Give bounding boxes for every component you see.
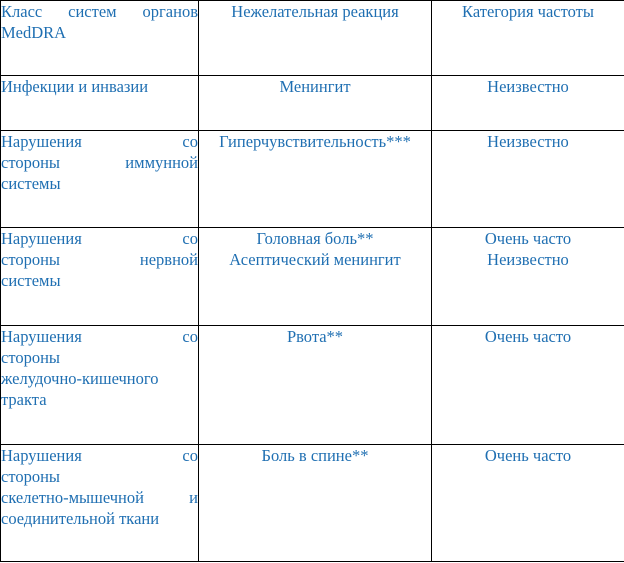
soc-line: стороны нервной [1,250,198,269]
soc-line: Нарушения со [1,327,198,346]
reaction-text: Боль в спине** [261,446,369,465]
reaction-text: Головная боль** [256,229,374,248]
reaction-cell [199,445,432,562]
frequency-text: Неизвестно [487,250,569,269]
frequency-cell [432,445,624,562]
reaction-text: Гиперчувствительность*** [219,132,411,151]
frequency-cell [432,76,624,131]
soc-line: стороны [1,467,60,486]
frequency-cell [432,228,624,326]
reaction-text: Менингит [279,77,351,96]
soc-line: стороны иммунной [1,153,198,172]
table-row [1,131,624,228]
header-reaction-label: Нежелательная реакция [231,2,399,21]
table-row [1,326,624,445]
reaction-cell [199,76,432,131]
soc-line: Нарушения со [1,229,198,248]
soc-line: системы [1,271,61,290]
header-soc-cell [1,1,199,76]
header-reaction-cell [199,1,432,76]
frequency-text: Очень часто [484,327,572,346]
table-row [1,228,624,326]
soc-line: Нарушения со [1,132,198,151]
soc-line: соединительной ткани [1,509,160,528]
table-header-row [1,1,624,76]
soc-cell [1,445,199,562]
soc-line: системы [1,174,61,193]
header-frequency-label: Категория частоты [462,2,594,21]
reaction-cell [199,131,432,228]
soc-line: стороны [1,348,60,367]
soc-cell [1,326,199,445]
reaction-cell [199,228,432,326]
header-soc-line: MedDRA [1,23,67,42]
frequency-text: Неизвестно [487,77,569,96]
reaction-cell [199,326,432,445]
table-row [1,445,624,562]
table-row [1,76,624,131]
header-frequency-cell [432,1,624,76]
soc-cell [1,228,199,326]
reaction-text: Асептический менингит [229,250,401,269]
soc-line: Нарушения со [1,446,198,465]
soc-line: скелетно-мышечной и [1,488,198,507]
frequency-text: Очень часто [484,229,572,248]
frequency-text: Очень часто [484,446,572,465]
soc-line: желудочно-кишечного [1,369,159,388]
frequency-text: Неизвестно [487,132,569,151]
soc-cell [1,76,199,131]
frequency-cell [432,131,624,228]
soc-cell [1,131,199,228]
frequency-cell [432,326,624,445]
soc-line: Инфекции и инвазии [1,77,149,96]
header-soc-line: Класс систем органов [1,2,198,21]
soc-line: тракта [1,390,47,409]
reaction-text: Рвота** [286,327,344,346]
